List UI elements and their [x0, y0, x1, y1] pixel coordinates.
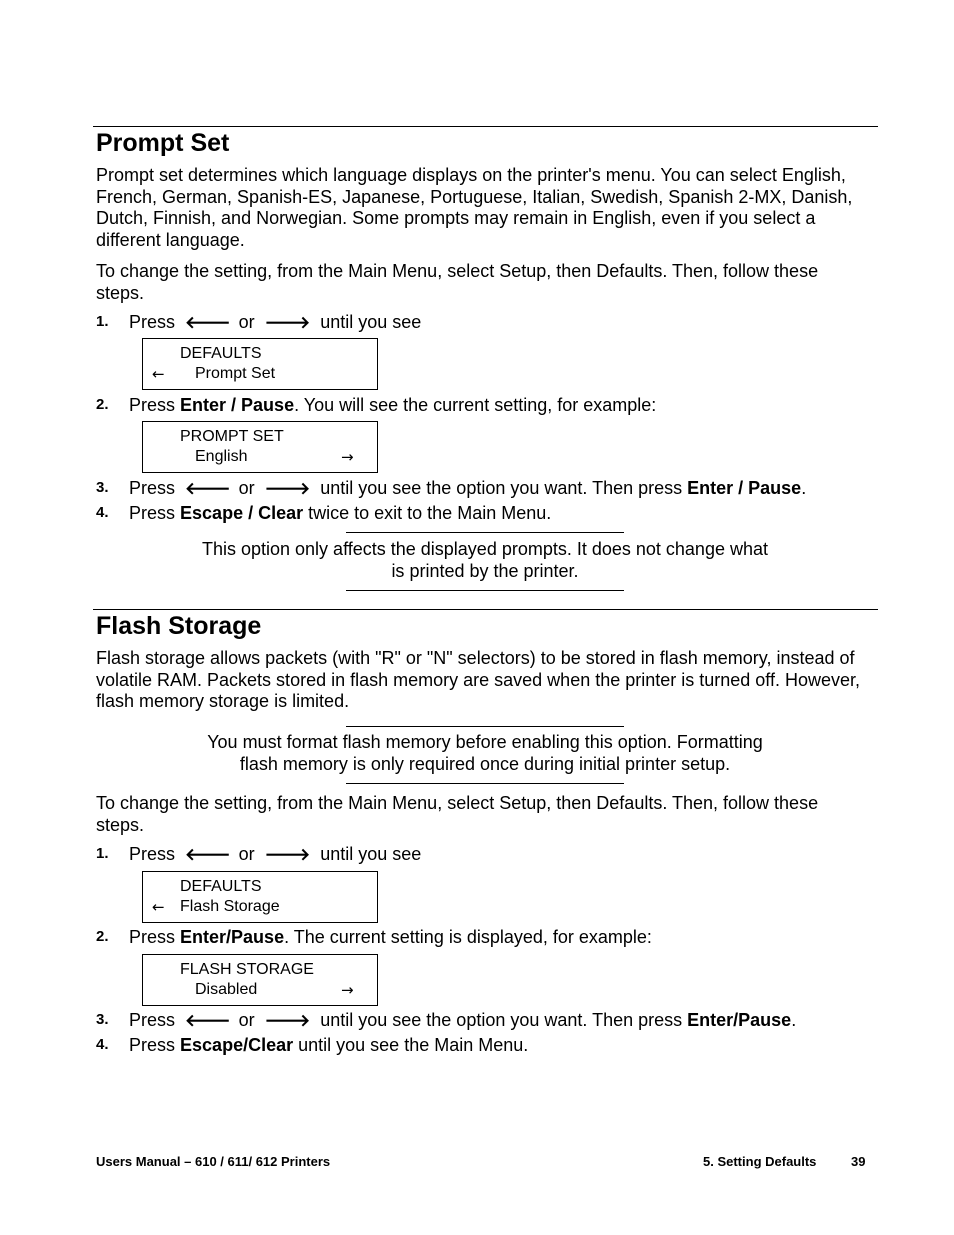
arrow-right-icon: 🡒 [264, 313, 311, 333]
page-number: 39 [851, 1154, 866, 1169]
arrow-right-icon: 🡒 [264, 845, 311, 865]
prompt-set-heading: Prompt Set [96, 129, 230, 157]
lcd-display: FLASH STORAGE Disabled → [142, 954, 378, 1006]
flash-storage-heading: Flash Storage [96, 612, 262, 640]
arrow-left-icon: 🡐 [185, 479, 231, 499]
section-divider [93, 609, 878, 610]
arrow-right-icon: → [341, 448, 354, 466]
arrow-left-icon: 🡐 [185, 313, 231, 333]
arrow-left-icon: 🡐 [185, 845, 231, 865]
manual-page: Prompt Set Prompt set determines which language displays on the printer's menu. You can select English, French, German, Spanish-ES, Japanese, Portuguese, Italian, Swedish, Spanish 2-MX, Danish, Dutch, Finnish, and Norwegian. Some prompts may remain in English, even if you select a different language. To change the setting, from the Main Menu, select Setup, then Defaults. Then, follow these steps. 1. Press 🡐 or 🡒 until you see DEFAULTS ← Prompt Set 2. Press Enter / Pause. You will see the current setting, for example: PROMPT SET English → 3. Press 🡐 or 🡒 until you see the option you want. Then press Enter / Pause. 4. Press Escape / Clear twice to exit to the Main Menu. This option only affects the displayed prompts. It does not change what is printed by the printer. Flash Storage Flash storage allows packets (with "R" or "N" selectors) to be stored in flash memory, instead of volatile RAM. Packets stored in flash memory are saved when the printer is turned off. However, flash memory storage is limited. You must format flash memory before enabling this option. Formatting flash memory is only required once during initial printer setup. To change the setting, from the Main Menu, select Setup, then Defaults. Then, follow these steps. 1. Press 🡐 or 🡒 until you see DEFAULTS ← Flash Storage 2. Press Enter/Pause. The current setting is displayed, for example: FLASH STORAGE Disabled → 3. Press 🡐 or 🡒 until you see the option you want. Then press Enter/Pause. 4. Press Escape/Clear until you see the Main Menu. Users Manual – 610 / 611/ 612 Printers 5. Setting Defaults 39 [0, 0, 954, 1235]
prompt-set-note: This option only affects the displayed prompts. It does not change what is printed by the printer. [201, 539, 768, 581]
arrow-right-icon: 🡒 [264, 1011, 311, 1031]
flash-storage-intro: Flash storage allows packets (with "R" or "N" selectors) to be stored in flash memory, instead of volatile RAM. Packets stored in flash memory are saved when the printer is turned off. However, flash memory storage is limited. [96, 648, 861, 711]
footer-section: 5. Setting Defaults [703, 1154, 817, 1169]
arrow-right-icon: 🡒 [264, 479, 311, 499]
lcd-display: PROMPT SET English → [142, 421, 378, 473]
lcd-display: DEFAULTS ← Flash Storage [142, 871, 378, 923]
arrow-left-icon: ← [152, 365, 165, 383]
flash-storage-change-instructions: To change the setting, from the Main Menu, select Setup, then Defaults. Then, follow these steps. [96, 793, 819, 835]
lcd-display: DEFAULTS ← Prompt Set [142, 338, 378, 390]
arrow-right-icon: → [341, 981, 354, 999]
note-divider [346, 783, 624, 784]
prompt-set-intro: Prompt set determines which language displays on the printer's menu. You can select English, French, German, Spanish-ES, Japanese, Portuguese, Italian, Swedish, Spanish 2-MX, Danish, Dutch, Finnish, and Norwegian. Some prompts may remain in English, even if you select a different language. [96, 165, 853, 250]
prompt-set-change-instructions: To change the setting, from the Main Menu, select Setup, then Defaults. Then, follow these steps. [96, 261, 819, 303]
arrow-left-icon: 🡐 [185, 1011, 231, 1031]
section-divider [93, 126, 878, 127]
note-divider [346, 590, 624, 591]
arrow-left-icon: ← [152, 898, 165, 916]
footer-manual-title: Users Manual – 610 / 611/ 612 Printers [96, 1154, 331, 1169]
flash-storage-note: You must format flash memory before enabling this option. Formatting flash memory is only required once during initial printer setup. [207, 732, 763, 774]
note-divider [346, 726, 624, 727]
note-divider [346, 532, 624, 533]
